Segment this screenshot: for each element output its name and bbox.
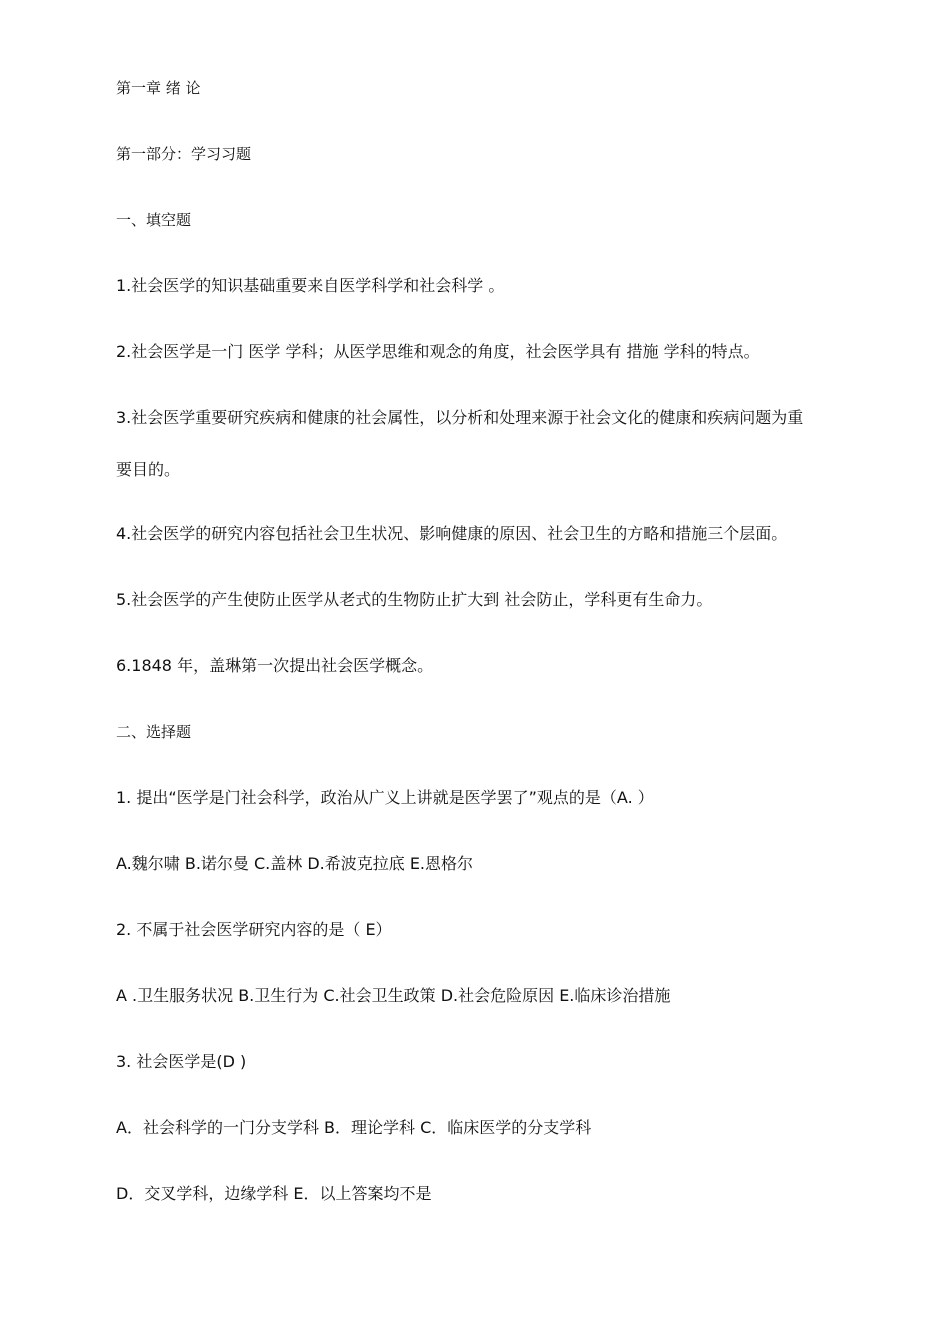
choice-options-1: A.魏尔啸 B.诺尔曼 C.盖林 D.希波克拉底 E.恩格尔 bbox=[116, 854, 474, 873]
fill-item-3-continued: 要目的。 bbox=[116, 460, 181, 479]
fill-item-5: 5.社会医学的产生使防止医学从老式的生物防止扩大到 社会防止，学科更有生命力。 bbox=[116, 590, 713, 609]
choice-question-3: 3. 社会医学是(D ) bbox=[116, 1052, 247, 1071]
choice-options-2: A .卫生服务状况 B.卫生行为 C.社会卫生政策 D.社会危险原因 E.临床诊治措施 bbox=[116, 986, 671, 1005]
choice-question-1: 1. 提出“医学是门社会科学，政治从广义上讲就是医学罢了”观点的是（A. ） bbox=[116, 788, 654, 807]
fill-item-3: 3.社会医学重要研究疾病和健康的社会属性，以分析和处理来源于社会文化的健康和疾病问题为重 bbox=[116, 408, 804, 427]
choice-question-2: 2. 不属于社会医学研究内容的是（ E） bbox=[116, 920, 392, 939]
choice-options-3b: D．交叉学科，边缘学科 E．以上答案均不是 bbox=[116, 1184, 432, 1203]
section-heading-fill-in: 一、填空题 bbox=[116, 211, 192, 229]
fill-item-1: 1.社会医学的知识基础重要来自医学科学和社会科学 。 bbox=[116, 276, 505, 295]
fill-item-2: 2.社会医学是一门 医学 学科；从医学思维和观念的角度，社会医学具有 措施 学科的特点。 bbox=[116, 342, 760, 361]
fill-item-4: 4.社会医学的研究内容包括社会卫生状况、影响健康的原因、社会卫生的方略和措施三个层面。 bbox=[116, 524, 788, 543]
fill-item-6: 6.1848 年，盖琳第一次提出社会医学概念。 bbox=[116, 656, 434, 675]
section-heading-choice: 二、选择题 bbox=[116, 723, 192, 741]
part-title: 第一部分：学习习题 bbox=[116, 145, 252, 163]
choice-options-3a: A．社会科学的一门分支学科 B．理论学科 C．临床医学的分支学科 bbox=[116, 1118, 592, 1137]
chapter-title: 第一章 绪 论 bbox=[116, 79, 201, 97]
